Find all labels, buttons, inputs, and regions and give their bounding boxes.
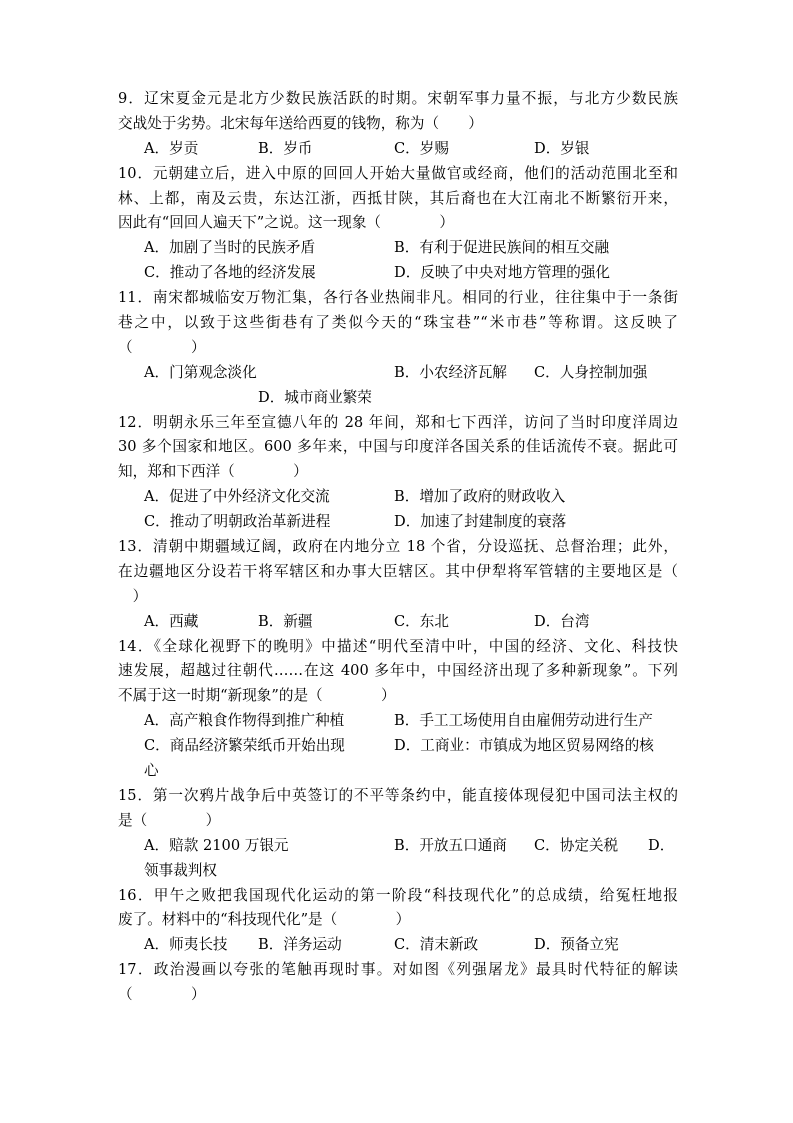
options-row	[118, 510, 678, 535]
option-a[interactable]: A．师夷长技	[144, 936, 228, 954]
option-c[interactable]: C．人身控制加强	[534, 363, 648, 381]
option-a[interactable]: A．高产粮食作物得到推广种植	[144, 712, 345, 730]
option-c[interactable]: C．商品经济繁荣纸币开始出现	[144, 737, 345, 755]
options-row	[118, 933, 678, 958]
question-text-line: 是（ ）	[118, 811, 221, 829]
options-row	[118, 834, 678, 859]
question-text-line: （ ）	[118, 338, 206, 356]
question-text-line: 巷之中，以致于这些街巷有了类似今天的“珠宝巷”“米市巷”等称谓。这反映了	[118, 314, 678, 332]
option-c[interactable]: C．岁赐	[394, 139, 449, 157]
question-text-line: 因此有“回回人遍天下”之说。这一现象（ ）	[118, 214, 454, 232]
question-text-line: 13．清朝中期疆域辽阔，政府在内地分立 18 个省，分设巡抚、总督治理；此外，	[118, 538, 678, 556]
question-text-line: 9．辽宋夏金元是北方少数民族活跃的时期。宋朝军事力量不振，与北方少数民族	[118, 90, 678, 107]
option-a[interactable]: A．西藏	[144, 612, 199, 630]
option-a[interactable]: A．岁贡	[144, 139, 199, 157]
question-12	[118, 411, 678, 535]
option-b[interactable]: B．新疆	[258, 612, 313, 630]
question-11	[118, 286, 678, 410]
option-b[interactable]: B．岁币	[258, 139, 313, 157]
question-text-line: 不属于这一时期“新现象”的是（ ）	[118, 687, 396, 705]
option-b[interactable]: B．开放五口通商	[394, 836, 507, 854]
option-b[interactable]: B．增加了政府的财政收入	[394, 488, 566, 506]
question-15	[118, 784, 678, 884]
option-c[interactable]: C．推动了明朝政治革新进程	[144, 513, 331, 531]
options-row	[118, 709, 678, 734]
option-b[interactable]: B．手工工场使用自由雇佣劳动进行生产	[394, 712, 653, 730]
question-text-line: 知，郑和下西洋（ ）	[118, 463, 308, 481]
options-row	[118, 261, 678, 286]
question-text-line: 14．《全球化视野下的晚明》中描述“明代至清中叶，中国的经济、文化、科技快	[118, 637, 678, 655]
question-10	[118, 162, 678, 286]
question-17	[118, 958, 678, 1008]
option-a[interactable]: A．加剧了当时的民族矛盾	[144, 239, 316, 257]
question-text-line: 15．第一次鸦片战争后中英签订的不平等条约中，能直接体现侵犯中国司法主权的	[118, 786, 678, 804]
question-text-line: 速发展，超越过往朝代……在这 400 多年中，中国经济出现了多种新现象”。下列	[118, 662, 678, 680]
question-text-line: 在边疆地区分设若干将军辖区和办事大臣辖区。其中伊犁将军管辖的主要地区是（	[118, 562, 678, 580]
question-text-line: ）	[118, 587, 148, 605]
options-row	[118, 485, 678, 510]
question-text-line: 交战处于劣势。北宋每年送给西夏的钱物，称为（ ）	[118, 114, 483, 132]
options-row	[118, 859, 678, 884]
option-d[interactable]: D．反映了中央对地方管理的强化	[394, 264, 611, 282]
option-c[interactable]: C．东北	[394, 612, 449, 630]
options-row	[118, 759, 678, 784]
options-row	[118, 386, 678, 411]
question-text-line: 10．元朝建立后，进入中原的回回人开始大量做官或经商，他们的活动范围北至和	[118, 164, 678, 182]
options-row	[118, 236, 678, 261]
option-d[interactable]: D．预备立宪	[534, 936, 619, 954]
question-13	[118, 535, 678, 635]
question-16	[118, 884, 678, 959]
question-text-line: （ ）	[118, 986, 206, 1004]
options-row	[118, 361, 678, 386]
option-d[interactable]: D．岁银	[534, 139, 590, 157]
options-row	[118, 137, 678, 162]
question-text-line: 11．南宋都城临安万物汇集，各行各业热闹非凡。相同的行业，往往集中于一条街	[118, 289, 678, 307]
option-a[interactable]: A．门第观念淡化	[144, 363, 257, 381]
option-d[interactable]: D．	[648, 836, 675, 854]
option-b[interactable]: B．有利于促进民族间的相互交融	[394, 239, 610, 257]
options-row	[118, 734, 678, 759]
option-b[interactable]: B．小农经济瓦解	[394, 363, 507, 381]
question-9	[118, 87, 678, 162]
option-c[interactable]: C．推动了各地的经济发展	[144, 264, 316, 282]
question-text-line: 30 多个国家和地区。600 多年来，中国与印度洋各国关系的佳话流传不衰。据此可	[118, 438, 678, 456]
option-d[interactable]: D．城市商业繁荣	[258, 388, 372, 406]
option-c[interactable]: C．协定关税	[534, 836, 619, 854]
option-c[interactable]: C．清末新政	[394, 936, 479, 954]
question-14	[118, 635, 678, 784]
exam-page	[118, 87, 678, 1008]
option-a[interactable]: A．赔款 2100 万银元	[144, 836, 289, 854]
question-text-line: 16．甲午之败把我国现代化运动的第一阶段“科技现代化”的总成绩，给冤枉地报	[118, 886, 678, 904]
option-d[interactable]: D．台湾	[534, 612, 590, 630]
option-d[interactable]: D．加速了封建制度的衰落	[394, 513, 567, 531]
option-d[interactable]: D．工商业：市镇成为地区贸易网络的核	[394, 737, 654, 755]
question-text-line: 废了。材料中的“科技现代化”是（ ）	[118, 911, 411, 929]
question-text-line: 12．明朝永乐三年至宣德八年的 28 年间，郑和七下西洋，访问了当时印度洋周边	[118, 413, 678, 431]
question-text-line: 林、上都，南及云贵，东达江浙，西抵甘陕，其后裔也在大江南北不断繁衍开来，	[118, 189, 678, 207]
options-row	[118, 610, 678, 635]
option-d-wrap: 心	[144, 762, 159, 780]
question-text-line: 17．政治漫画以夸张的笔触再现时事。对如图《列强屠龙》最具时代特征的解读	[118, 961, 678, 979]
option-d-wrap: 领事裁判权	[144, 861, 217, 879]
option-b[interactable]: B．洋务运动	[258, 936, 342, 954]
option-a[interactable]: A．促进了中外经济文化交流	[144, 488, 330, 506]
